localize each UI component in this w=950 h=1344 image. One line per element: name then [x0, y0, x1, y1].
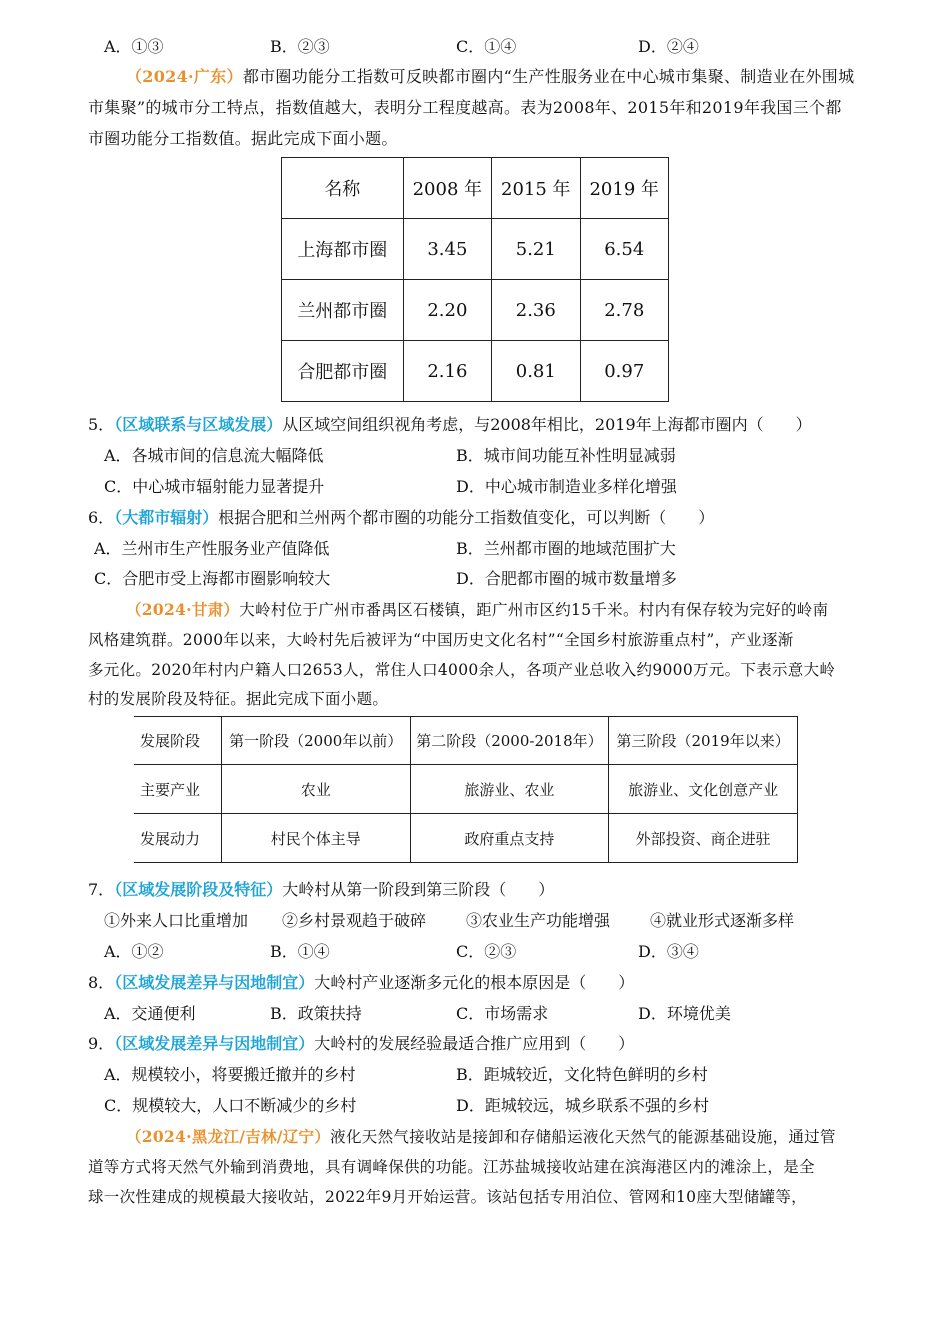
table-row [282, 219, 669, 280]
q9-option-c[interactable]: C．规模较大，人口不断减少的乡村 [104, 1096, 357, 1115]
q8-option-b[interactable]: B．政策扶持 [270, 1004, 362, 1023]
q8-number: 8． [88, 973, 115, 992]
q7-tag: （区域发展阶段及特征） [114, 880, 283, 899]
intro1-line1 [126, 66, 854, 88]
intro3-text-1: 液化天然气接收站是接卸和存储船运液化天然气的能源基础设施，通过管 [330, 1128, 836, 1146]
q8-option-d[interactable]: D．环境优美 [638, 1004, 731, 1023]
q7-option-c[interactable]: C．②③ [456, 942, 517, 961]
table2-cell: 村民个体主导 [221, 814, 410, 863]
q6-option-b[interactable]: B．兰州都市圈的地域范围扩大 [456, 539, 676, 558]
intro3-line1 [126, 1126, 836, 1148]
table2-cell: 旅游业、文化创意产业 [609, 765, 798, 814]
q9-number: 9． [88, 1034, 115, 1053]
q6-number: 6． [88, 508, 115, 527]
q8-text: 大岭村产业逐渐多元化的根本原因是（ ） [314, 973, 635, 992]
table2-cell: 发展动力 [134, 814, 221, 863]
q9-option-a[interactable]: A．规模较小，将要搬迁撤并的乡村 [104, 1065, 356, 1084]
intro2-line4: 村的发展阶段及特征。据此完成下面小题。 [88, 690, 389, 708]
intro3-source: （2024·黑龙江/吉林/辽宁） [126, 1127, 331, 1146]
intro1-text-1: 都市圈功能分工指数可反映都市圈内“生产性服务业在中心城市集聚、制造业在外围城 [242, 67, 855, 86]
table1-cell: 2.36 [492, 280, 580, 341]
q7-text: 大岭村从第一阶段到第三阶段（ ） [282, 880, 555, 899]
table1-header: 2015 年 [492, 158, 580, 219]
table1-cell: 0.97 [580, 341, 668, 402]
q7-option-d[interactable]: D．③④ [638, 942, 699, 961]
q7-statement-1: ①外来人口比重增加 [104, 911, 249, 930]
table1-cell: 6.54 [580, 219, 668, 280]
table1-cell: 合肥都市圈 [282, 341, 404, 402]
q6-option-d[interactable]: D．合肥都市圈的城市数量增多 [456, 569, 677, 588]
table1-cell: 2.78 [580, 280, 668, 341]
table-row [282, 280, 669, 341]
intro2-line3: 多元化。2020年村内户籍人口2653人，常住人口4000余人，各项产业总收入约9000万元。下表示意大岭 [88, 661, 836, 679]
table1-header: 2019 年 [580, 158, 668, 219]
table2-cell: 旅游业、农业 [410, 765, 609, 814]
table-row [282, 341, 669, 402]
q4-option-b[interactable]: B．②③ [270, 37, 330, 56]
q9-option-d[interactable]: D．距城较远，城乡联系不强的乡村 [456, 1096, 709, 1115]
index-table [281, 157, 669, 402]
q4-option-d[interactable]: D．②④ [638, 37, 699, 56]
table2-cell: 政府重点支持 [410, 814, 609, 863]
q8-option-c[interactable]: C．市场需求 [456, 1004, 549, 1023]
q8-option-a[interactable]: A．交通便利 [104, 1004, 196, 1023]
q6-text: 根据合肥和兰州两个都市圈的功能分工指数值变化，可以判断（ ） [218, 508, 715, 527]
table1-cell: 上海都市圈 [282, 219, 404, 280]
q9-stem [88, 1033, 634, 1055]
table2-cell: 主要产业 [134, 765, 221, 814]
table1-cell: 兰州都市圈 [282, 280, 404, 341]
intro2-source: （2024·甘肃） [126, 600, 240, 619]
q6-option-a[interactable]: A．兰州市生产性服务业产值降低 [94, 539, 330, 558]
table-row [134, 814, 798, 863]
q9-text: 大岭村的发展经验最适合推广应用到（ ） [314, 1034, 635, 1053]
q8-stem [88, 972, 634, 994]
q9-option-b[interactable]: B．距城较近，文化特色鲜明的乡村 [456, 1065, 708, 1084]
q5-text: 从区域空间组织视角考虑，与2008年相比，2019年上海都市圈内（ ） [282, 415, 812, 434]
q5-option-c[interactable]: C．中心城市辐射能力显著提升 [104, 477, 325, 496]
q7-option-a[interactable]: A．①② [104, 942, 164, 961]
q7-statement-4: ④就业形式逐渐多样 [650, 911, 795, 930]
q7-option-b[interactable]: B．①④ [270, 942, 330, 961]
stage-table [134, 716, 798, 863]
intro2-line2: 风格建筑群。2000年以来，大岭村先后被评为“中国历史文化名村”“全国乡村旅游重点村”，产业逐渐 [88, 631, 794, 649]
q9-tag: （区域发展差异与因地制宜） [114, 1034, 315, 1053]
table-row [134, 765, 798, 814]
table2-header: 第一阶段（2000年以前） [221, 717, 410, 765]
table1-cell: 2.20 [403, 280, 491, 341]
q6-option-c[interactable]: C．合肥市受上海都市圈影响较大 [94, 569, 331, 588]
table2-header: 第二阶段（2000-2018年） [410, 717, 609, 765]
intro1-line3: 市圈功能分工指数值。据此完成下面小题。 [88, 129, 398, 148]
table1-header: 2008 年 [403, 158, 491, 219]
q8-tag: （区域发展差异与因地制宜） [114, 973, 315, 992]
q7-statement-2: ②乡村景观趋于破碎 [282, 911, 427, 930]
q7-number: 7． [88, 880, 115, 899]
q4-option-c[interactable]: C．①④ [456, 37, 517, 56]
q5-option-d[interactable]: D．中心城市制造业多样化增强 [456, 477, 677, 496]
table2-header: 第三阶段（2019年以来） [609, 717, 798, 765]
q5-stem [88, 414, 812, 436]
intro2-text-1: 大岭村位于广州市番禺区石楼镇，距广州市区约15千米。村内有保存较为完好的岭南 [239, 601, 829, 619]
intro2-line1 [126, 599, 828, 621]
intro1-line2: 市集聚”的城市分工特点，指数值越大，表明分工程度越高。表为2008年、2015年和2019年我国三个都 [88, 98, 842, 117]
table2-cell: 外部投资、商企进驻 [609, 814, 798, 863]
table1-cell: 3.45 [403, 219, 491, 280]
q6-tag: （大都市辐射） [114, 508, 219, 527]
table1-cell: 5.21 [492, 219, 580, 280]
q5-tag: （区域联系与区域发展） [114, 415, 283, 434]
q7-statement-3: ③农业生产功能增强 [466, 911, 611, 930]
table2-header: 发展阶段 [134, 717, 221, 765]
intro3-line2: 道等方式将天然气外输到消费地，具有调峰保供的功能。江苏盐城接收站建在滨海港区内的滩涂上，是全 [88, 1158, 815, 1176]
table1-header: 名称 [282, 158, 404, 219]
intro1-source: （2024·广东） [126, 67, 243, 86]
q7-stem [88, 879, 554, 901]
table1-cell: 2.16 [403, 341, 491, 402]
q6-stem [88, 507, 714, 529]
table1-cell: 0.81 [492, 341, 580, 402]
intro3-line3: 球一次性建成的规模最大接收站，2022年9月开始运营。该站包括专用泊位、管网和10座大型储罐等， [88, 1188, 807, 1206]
table2-cell: 农业 [221, 765, 410, 814]
q4-option-a[interactable]: A．①③ [104, 37, 164, 56]
q5-option-b[interactable]: B．城市间功能互补性明显减弱 [456, 446, 676, 465]
q5-option-a[interactable]: A．各城市间的信息流大幅降低 [104, 446, 324, 465]
q5-number: 5． [88, 415, 115, 434]
